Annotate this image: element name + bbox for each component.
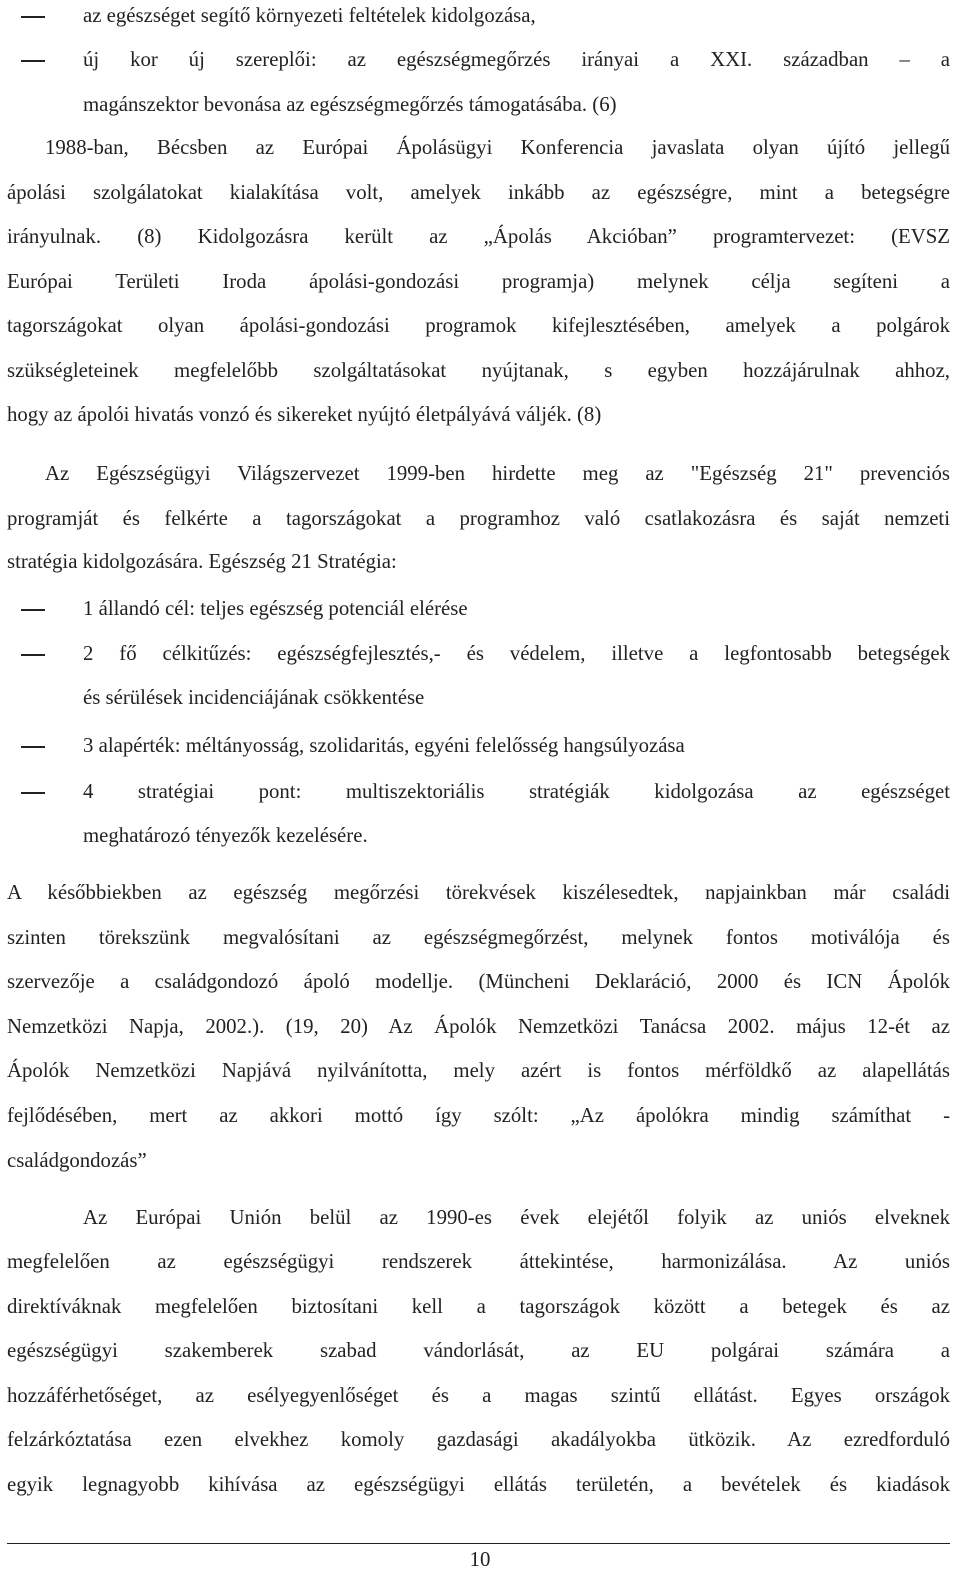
text-line: Az Egészségügyi Világszervezet 1999-ben hirdette meg az "Egészség 21" prevenciós [45, 462, 950, 485]
text-line: Nemzetközi Napja, 2002.). (19, 20) Az Ápolók Nemzetközi Tanácsa 2002. május 12-ét az [7, 1015, 950, 1038]
page-number: 10 [469, 1548, 491, 1571]
text-line: Európai Területi Iroda ápolási-gondozási programja) melynek célja segíteni a [7, 270, 950, 293]
text-line: felzárkóztatása ezen elvekhez komoly gazdasági akadályokba ütközik. Az ezredforduló [7, 1428, 950, 1451]
text-line: megfelelően az egészségügyi rendszerek áttekintése, harmonizálása. Az uniós [7, 1250, 950, 1273]
text-line: Az Európai Unión belül az 1990-es évek elejétől folyik az uniós elveknek [83, 1206, 950, 1229]
bullet-dash [7, 733, 52, 759]
text-line: direktíváknak megfelelően biztosítani kell a tagországok között a betegek és az [7, 1295, 950, 1318]
text-line: egyik legnagyobb kihívása az egészségügyi ellátás területén, a bevételek és kiadások [7, 1473, 950, 1496]
bullet-item-line: 2 fő célkitűzés: egészségfejlesztés,- és védelem, illetve a legfontosabb betegségek [83, 642, 950, 665]
bullet-dash [7, 779, 52, 805]
bullet-item-line: új kor új szereplői: az egészségmegőrzés irányai a XXI. században – a [83, 48, 950, 71]
text-line: magánszektor bevonása az egészségmegőrzés támogatásába. (6) [83, 93, 617, 116]
bullet-dash [7, 3, 52, 29]
text-line: 1988-ban, Bécsben az Európai Ápolásügyi Konferencia javaslata olyan újító jellegű [45, 136, 950, 159]
bullet-dash [7, 641, 52, 667]
text-line: és sérülések incidenciájának csökkentése [83, 686, 425, 709]
text-line: Ápolók Nemzetközi Napjává nyilvánította, mely azért is fontos mérföldkő az alapellátás [7, 1059, 950, 1082]
text-line: fejlődésében, mert az akkori mottó így szólt: „Az ápolókra mindig számíthat - [7, 1104, 950, 1127]
text-line: szükségleteinek megfelelőbb szolgáltatásokat nyújtanak, s egyben hozzájárulnak ahhoz, [7, 359, 950, 382]
footer-divider [7, 1543, 950, 1544]
text-line: egészségügyi szakemberek szabad vándorlását, az EU polgárai számára a [7, 1339, 950, 1362]
bullet-item-line: 1 állandó cél: teljes egészség potenciál elérése [83, 597, 468, 620]
text-line: szinten törekszünk megvalósítani az egészségmegőrzést, melynek fontos motiválója és [7, 926, 950, 949]
text-line: meghatározó tényezők kezelésére. [83, 824, 368, 847]
text-line: stratégia kidolgozására. Egészség 21 Stratégia: [7, 550, 397, 573]
text-line: programját és felkérte a tagországokat a programhoz való csatlakozásra és saját nemzeti [7, 507, 950, 530]
text-line: szervezője a családgondozó ápoló modellje. (Müncheni Deklaráció, 2000 és ICN Ápolók [7, 970, 950, 993]
text-line: hogy az ápolói hivatás vonzó és sikereket nyújtó életpályává váljék. (8) [7, 403, 602, 426]
bullet-item-line: 4 stratégiai pont: multiszektoriális stratégiák kidolgozása az egészséget [83, 780, 950, 803]
text-line: irányulnak. (8) Kidolgozásra került az „Ápolás Akcióban” programtervezet: (EVSZ [7, 225, 950, 248]
bullet-item-line: 3 alapérték: méltányosság, szolidaritás, egyéni felelősség hangsúlyozása [83, 734, 685, 757]
bullet-item-line: az egészséget segítő környezeti feltételek kidolgozása, [83, 4, 536, 27]
bullet-dash [7, 596, 52, 622]
text-line: hozzáférhetőséget, az esélyegyenlőséget és a magas szintű ellátást. Egyes országok [7, 1384, 950, 1407]
bullet-dash [7, 47, 52, 73]
text-line: tagországokat olyan ápolási-gondozási programok kifejlesztésében, amelyek a polgárok [7, 314, 950, 337]
text-line: ápolási szolgálatokat kialakítása volt, amelyek inkább az egészségre, mint a betegségre [7, 181, 950, 204]
text-line: családgondozás” [7, 1149, 147, 1172]
text-line: A későbbiekben az egészség megőrzési törekvések kiszélesedtek, napjainkban már családi [7, 881, 950, 904]
